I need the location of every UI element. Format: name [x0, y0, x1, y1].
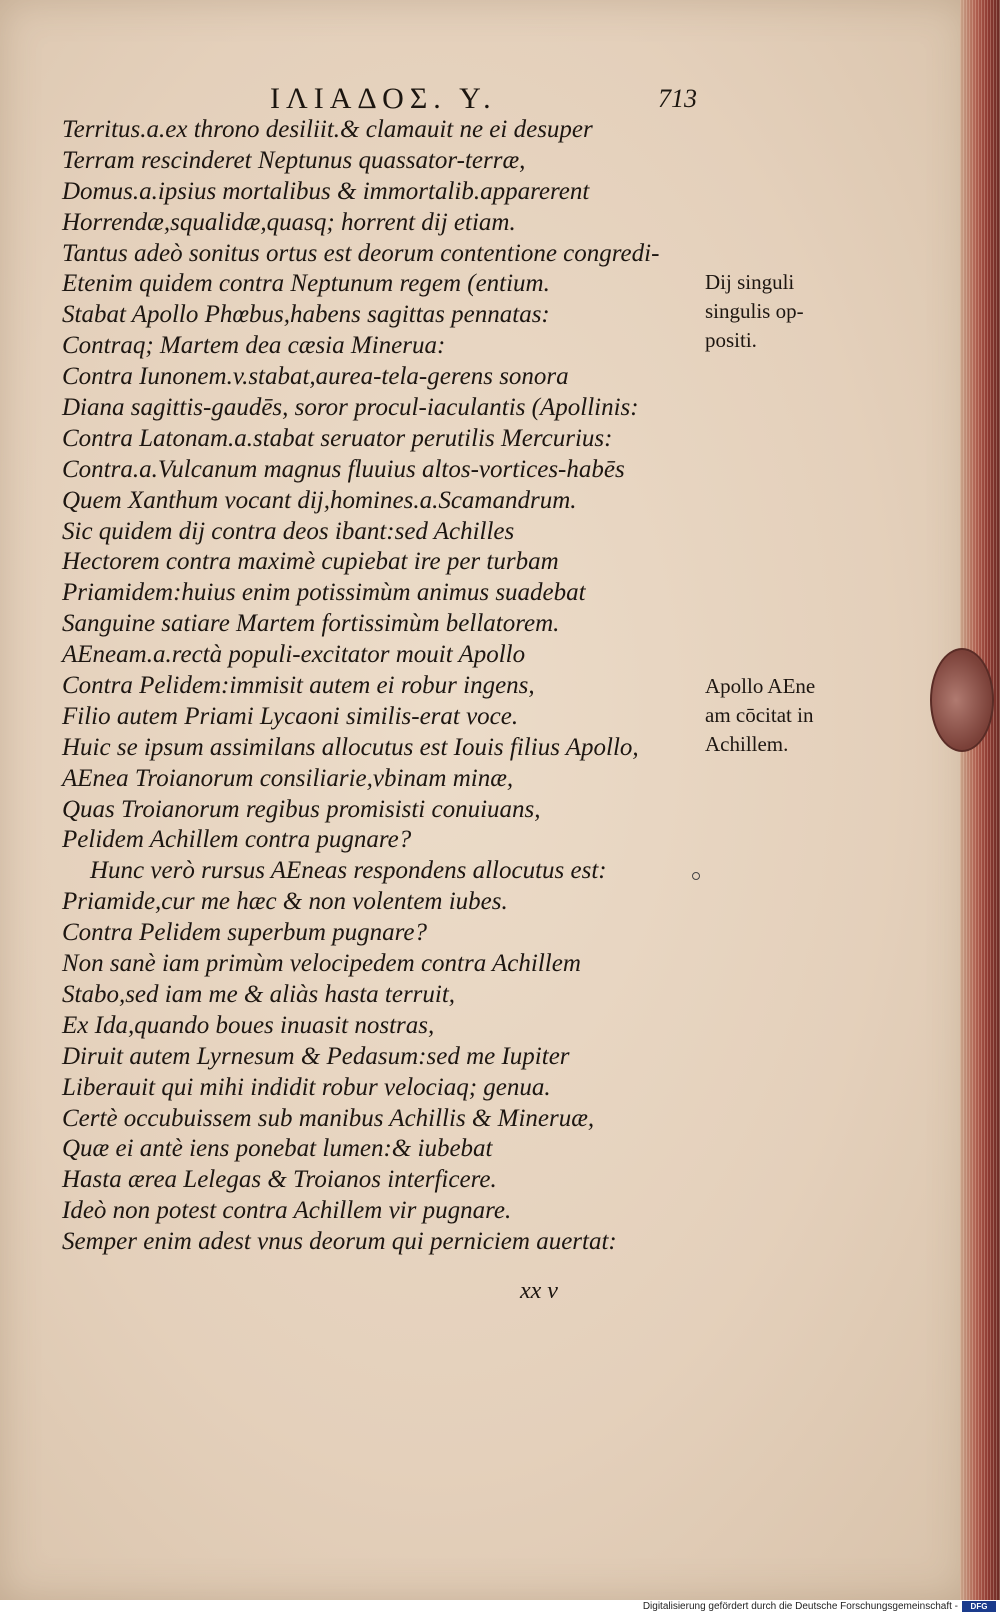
catchword: xx v [520, 1278, 558, 1304]
verse-line: Liberauit qui mihi indidit robur velociaq; genua. [62, 1073, 551, 1101]
verse-line: Huic se ipsum assimilans allocutus est Iouis filius Apollo, [62, 733, 639, 761]
verse-line: Ideò non potest contra Achillem vir pugnare. [62, 1197, 512, 1225]
verse-line: Quæ ei antè iens ponebat lumen:& iubebat [62, 1135, 493, 1163]
verse-line: Semper enim adest vnus deorum qui perniciem auertat: [62, 1228, 617, 1256]
verse-line: Contra Pelidem superbum pugnare? [62, 919, 428, 947]
running-title: ΙΛΙΑΔΟΣ. Υ. [270, 82, 497, 115]
verse-line: Hectorem contra maximè cupiebat ire per turbam [62, 548, 559, 576]
verse-line: Ex Ida,quando boues inuasit nostras, [62, 1011, 435, 1039]
verse-text [62, 115, 712, 1258]
marginal-note-line: am cōcitat in [705, 703, 814, 727]
verse-line: Hasta ærea Lelegas & Troianos interficere. [62, 1166, 497, 1194]
marginal-note-line: Achillem. [705, 732, 789, 756]
verse-line: Priamidem:huius enim potissimùm animus suadebat [62, 579, 586, 607]
verse-line: Filio autem Priami Lycaoni similis-erat voce. [62, 702, 519, 730]
verse-line: Contra Iunonem.v.stabat,aurea-tela-gerens sonora [62, 363, 569, 391]
verse-line: Domus.a.ipsius mortalibus & immortalib.apparerent [62, 177, 590, 205]
verse-line: Diana sagittis-gaudēs, soror procul-iaculantis (Apollinis: [62, 394, 639, 422]
footer-credit: Digitalisierung gefördert durch die Deutsche Forschungsgemeinschaft - [642, 1601, 958, 1612]
verse-line: Stabo,sed iam me & aliàs hasta terruit, [62, 980, 456, 1008]
verse-line: Etenim quidem contra Neptunum regem (entium. [62, 270, 550, 298]
verse-line: Terram rescinderet Neptunus quassator-terræ, [62, 146, 526, 174]
verse-line: AEnea Troianorum consiliarie,vbinam minæ, [62, 764, 514, 792]
book-clasp [930, 648, 994, 752]
verse-line: Certè occubuissem sub manibus Achillis & Mineruæ, [62, 1104, 595, 1132]
marginal-note-line: Apollo AEne [705, 674, 816, 698]
footer-bar [0, 1600, 1000, 1613]
verse-line: Sic quidem dij contra deos ibant:sed Achilles [62, 517, 515, 545]
marginal-note-line: singulis op- [705, 299, 804, 323]
verse-line: Quem Xanthum vocant dij,homines.a.Scamandrum. [62, 486, 577, 514]
verse-line: Horrendæ,squalidæ,quasq; horrent dij etiam. [62, 208, 516, 236]
verse-line: AEneam.a.rectà populi-excitator mouit Apollo [62, 641, 526, 669]
verse-line: Pelidem Achillem contra pugnare? [62, 826, 412, 854]
margin-dot-mark [692, 872, 700, 880]
marginal-note-gods [705, 268, 865, 355]
marginal-note-line: Dij singuli [705, 270, 795, 294]
verse-line: Contraq; Martem dea cæsia Minerua: [62, 332, 446, 360]
verse-line: Hunc verò rursus AEneas respondens allocutus est: [90, 857, 607, 885]
verse-line: Contra Pelidem:immisit autem ei robur ingens, [62, 672, 535, 700]
verse-line: Territus.a.ex throno desiliit.& clamauit ne ei desuper [62, 116, 593, 143]
verse-line: Non sanè iam primùm velocipedem contra Achillem [62, 950, 581, 978]
page-number: 713 [658, 84, 697, 113]
marginal-note-apollo [705, 672, 865, 759]
verse-line: Sanguine satiare Martem fortissimùm bellatorem. [62, 610, 560, 638]
verse-line: Priamide,cur me hæc & non volentem iubes. [62, 888, 508, 916]
verse-line: Contra.a.Vulcanum magnus fluuius altos-vortices-habēs [62, 455, 625, 483]
verse-line: Contra Latonam.a.stabat seruator perutilis Mercurius: [62, 424, 613, 452]
marginal-note-line: positi. [705, 328, 757, 352]
page-edge-red [960, 0, 1000, 1600]
verse-line: Quas Troianorum regibus promisisti conuiuans, [62, 795, 541, 823]
dfg-logo: DFG [962, 1601, 996, 1612]
verse-line: Tantus adeò sonitus ortus est deorum contentione congredi- [62, 239, 660, 267]
verse-line: Diruit autem Lyrnesum & Pedasum:sed me Iupiter [62, 1042, 570, 1070]
verse-line: Stabat Apollo Phœbus,habens sagittas pennatas: [62, 301, 550, 329]
